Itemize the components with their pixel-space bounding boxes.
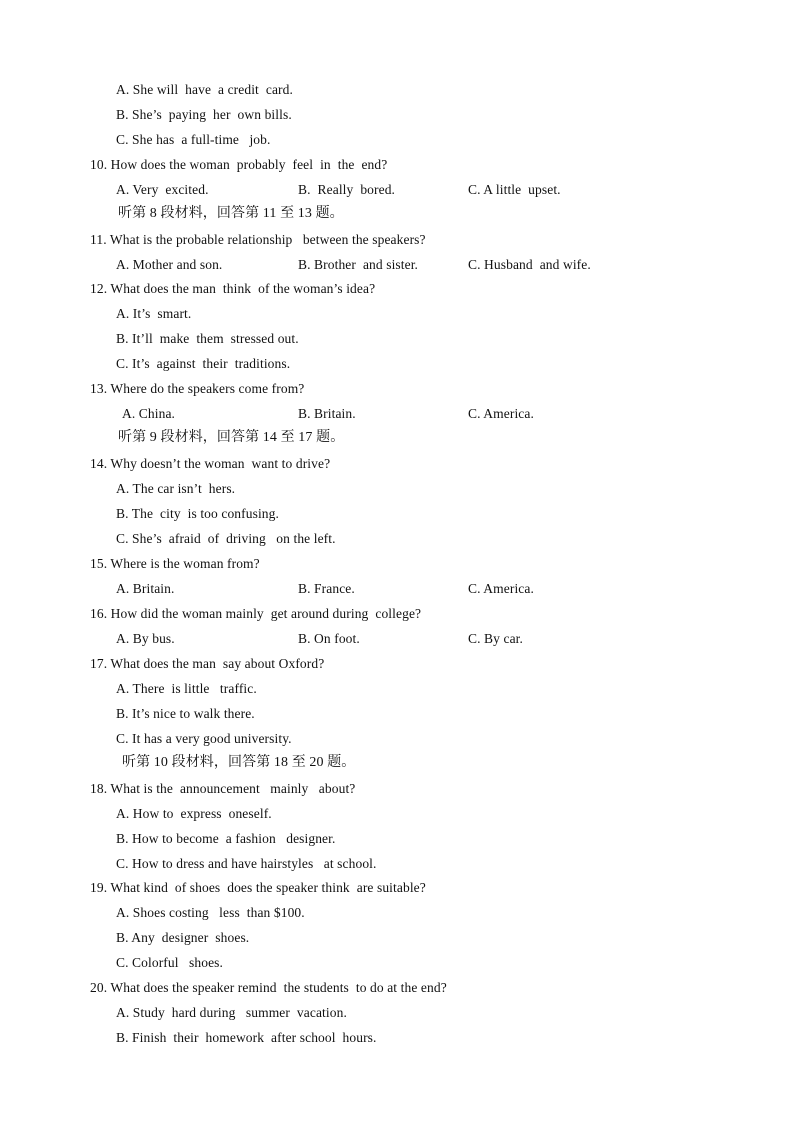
- section-heading-9: 听第 9 段材料，回答第 14 至 17 题。: [118, 430, 345, 445]
- q19-option-a: A. Shoes costing less than $100.: [116, 905, 305, 920]
- question-18: 18. What is the announcement mainly about?: [90, 781, 356, 796]
- q14-option-a: A. The car isn’t hers.: [116, 481, 236, 496]
- question-15: 15. Where is the woman from?: [90, 556, 260, 571]
- q18-option-c: C. How to dress and have hairstyles at school.: [116, 856, 377, 871]
- q12-option-a: A. It’s smart.: [116, 306, 192, 321]
- q11-option-c: C. Husband and wife.: [468, 257, 591, 272]
- q14-option-b: B. The city is too confusing.: [116, 506, 279, 521]
- section-heading-10: 听第 10 段材料，回答第 18 至 20 题。: [122, 755, 356, 770]
- q12-option-c: C. It’s against their traditions.: [116, 356, 291, 371]
- question-11: 11. What is the probable relationship between the speakers?: [90, 232, 426, 247]
- q9-option-c: C. She has a full-time job.: [116, 132, 271, 147]
- question-10: 10. How does the woman probably feel in the end?: [90, 157, 388, 172]
- q15-option-b: B. France.: [298, 581, 355, 596]
- section-heading-8: 听第 8 段材料，回答第 11 至 13 题。: [118, 206, 344, 221]
- q12-option-b: B. It’ll make them stressed out.: [116, 331, 299, 346]
- q13-option-b: B. Britain.: [298, 406, 356, 421]
- q9-option-b: B. She’s paying her own bills.: [116, 107, 292, 122]
- q17-option-c: C. It has a very good university.: [116, 731, 292, 746]
- q16-option-b: B. On foot.: [298, 631, 360, 646]
- question-17: 17. What does the man say about Oxford?: [90, 656, 325, 671]
- q9-option-a: A. She will have a credit card.: [116, 82, 293, 97]
- q16-option-c: C. By car.: [468, 631, 523, 646]
- q14-option-c: C. She’s afraid of driving on the left.: [116, 531, 336, 546]
- question-14: 14. Why doesn’t the woman want to drive?: [90, 456, 331, 471]
- q18-option-a: A. How to express oneself.: [116, 806, 272, 821]
- q17-option-a: A. There is little traffic.: [116, 681, 257, 696]
- question-20: 20. What does the speaker remind the students to do at the end?: [90, 980, 447, 995]
- q19-option-c: C. Colorful shoes.: [116, 955, 224, 970]
- q20-option-a: A. Study hard during summer vacation.: [116, 1005, 347, 1020]
- question-12: 12. What does the man think of the woman’s idea?: [90, 281, 376, 296]
- q13-option-a: A. China.: [122, 406, 176, 421]
- q10-option-b: B. Really bored.: [298, 182, 396, 197]
- q15-option-a: A. Britain.: [116, 581, 175, 596]
- q19-option-b: B. Any designer shoes.: [116, 930, 250, 945]
- q15-option-c: C. America.: [468, 581, 534, 596]
- q18-option-b: B. How to become a fashion designer.: [116, 831, 336, 846]
- q10-option-c: C. A little upset.: [468, 182, 561, 197]
- q20-option-b: B. Finish their homework after school hours.: [116, 1030, 377, 1045]
- question-16: 16. How did the woman mainly get around during college?: [90, 606, 422, 621]
- q11-option-b: B. Brother and sister.: [298, 257, 419, 272]
- q10-option-a: A. Very excited.: [116, 182, 209, 197]
- q11-option-a: A. Mother and son.: [116, 257, 223, 272]
- question-13: 13. Where do the speakers come from?: [90, 381, 305, 396]
- question-19: 19. What kind of shoes does the speaker think are suitable?: [90, 880, 426, 895]
- q16-option-a: A. By bus.: [116, 631, 175, 646]
- q13-option-c: C. America.: [468, 406, 534, 421]
- q17-option-b: B. It’s nice to walk there.: [116, 706, 255, 721]
